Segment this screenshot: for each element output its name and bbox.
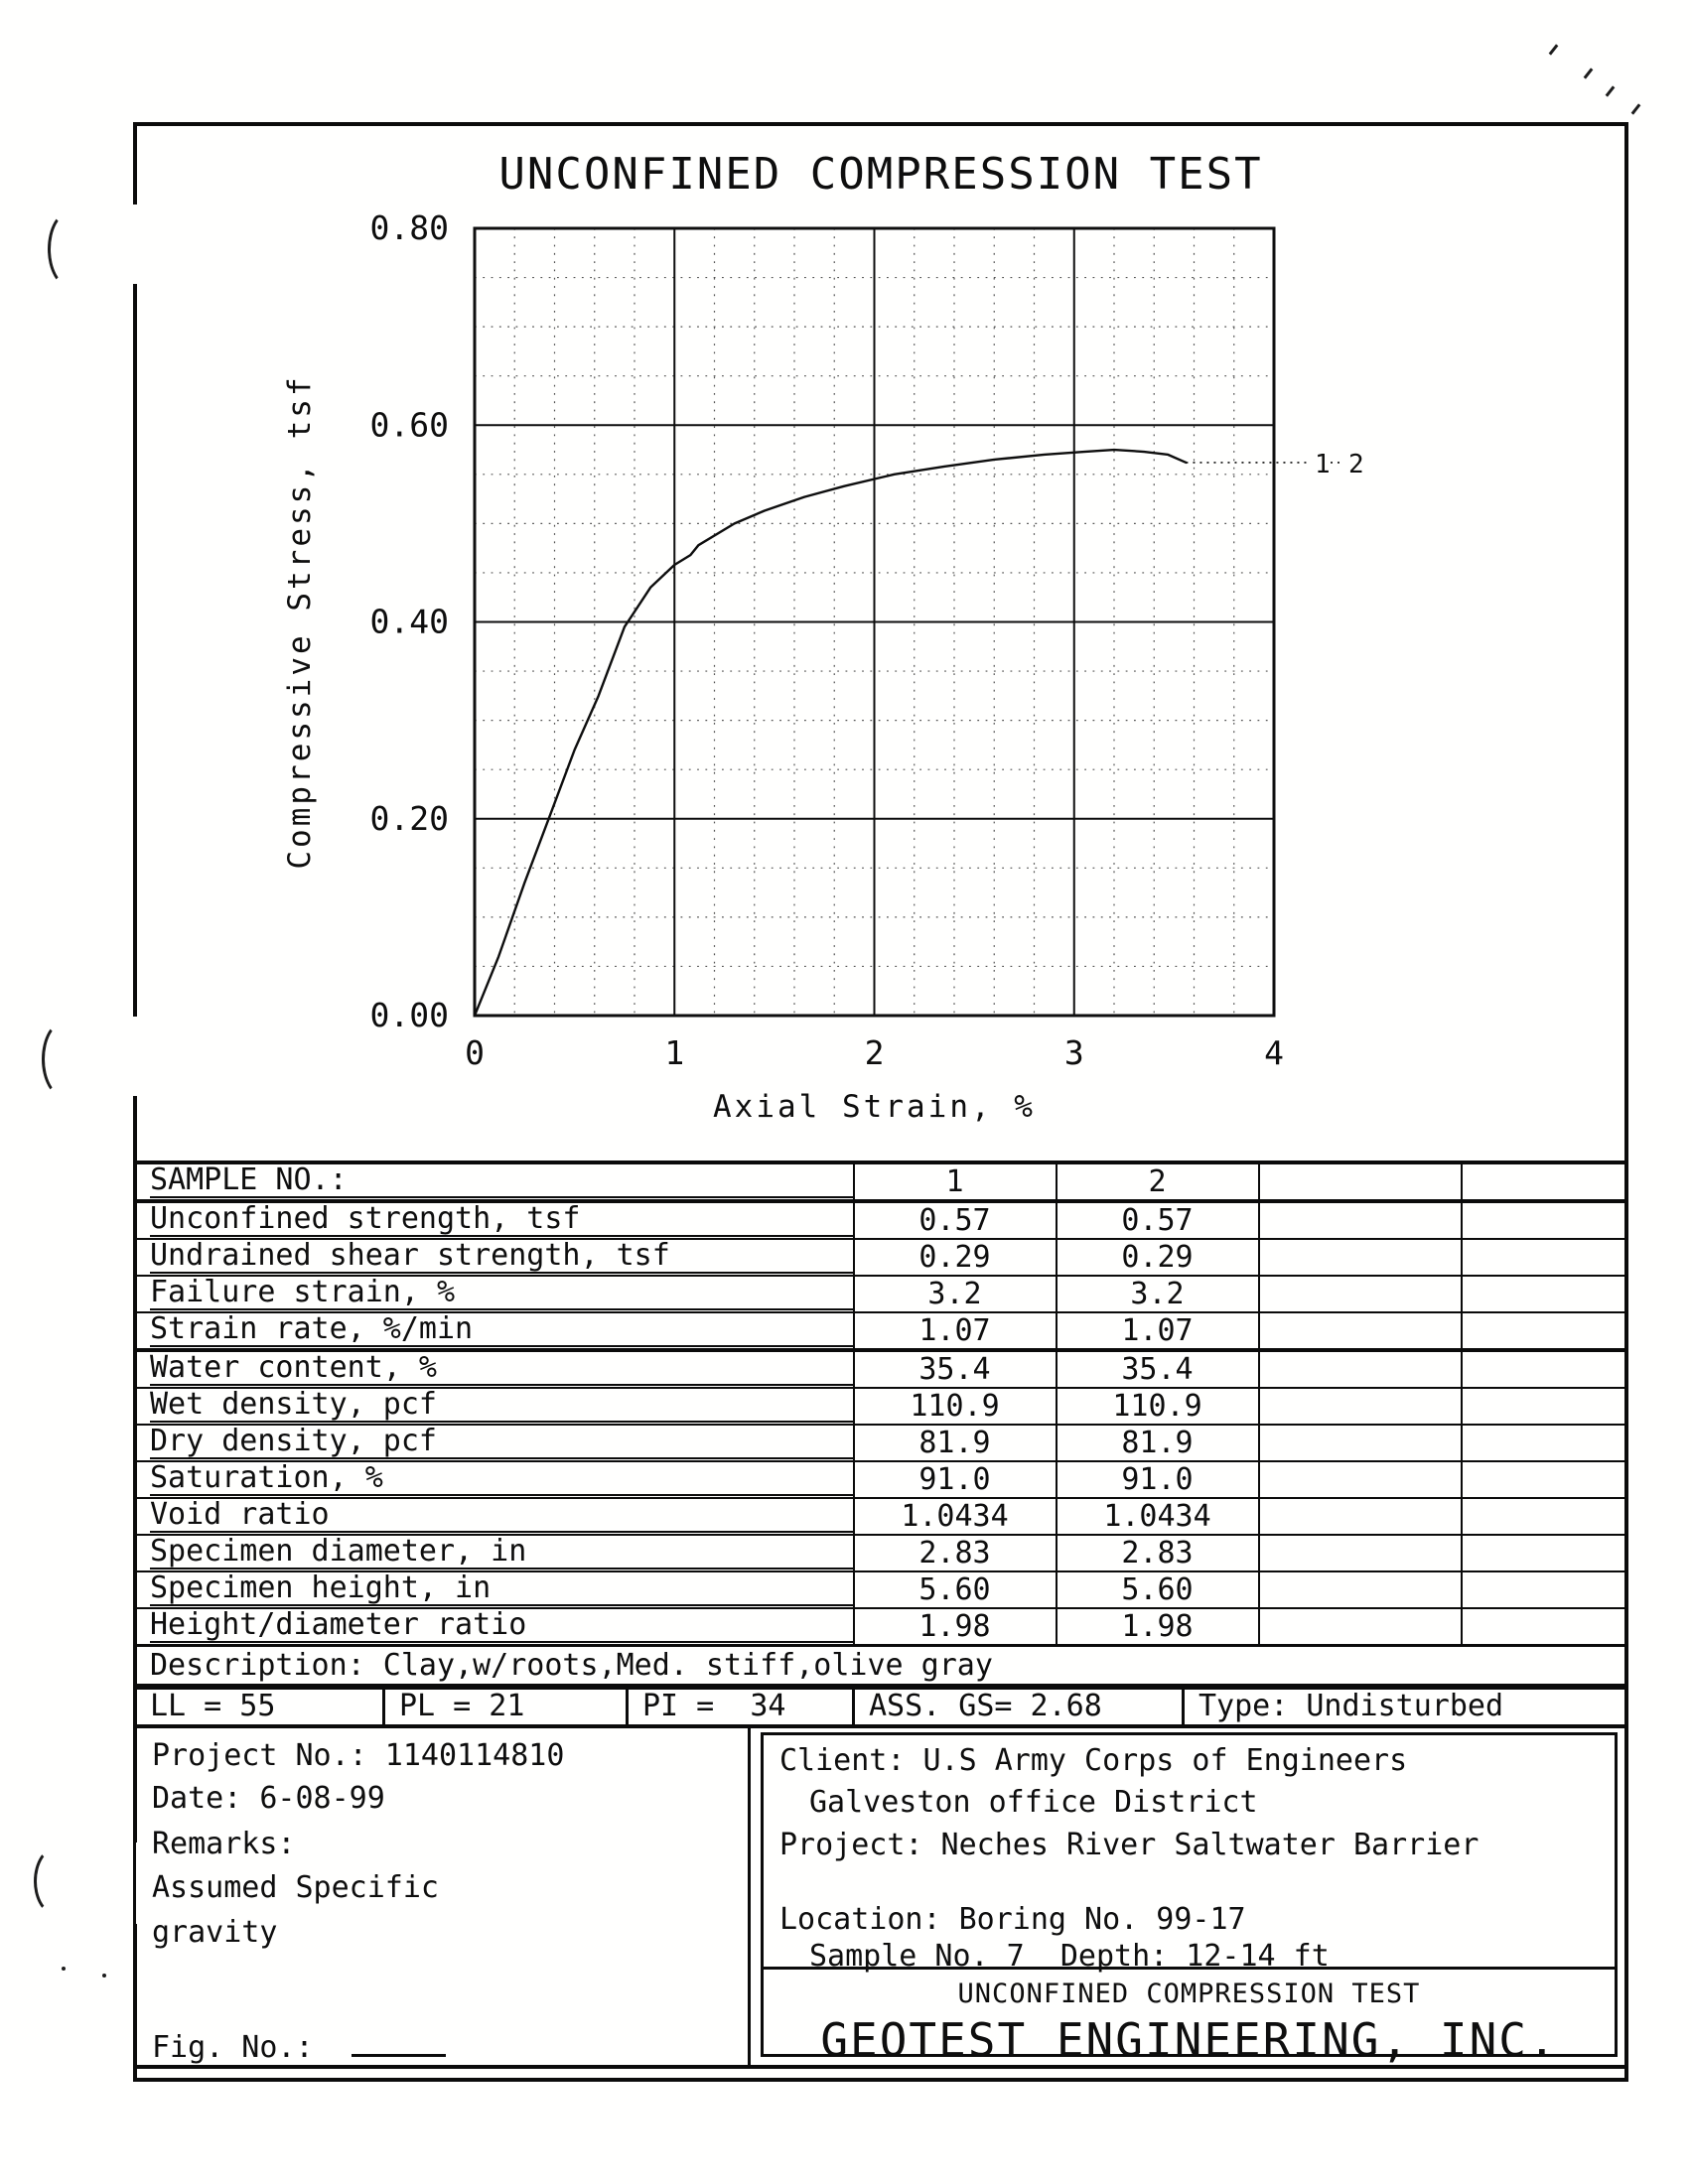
fig-no-blank-line (352, 2051, 446, 2057)
curve-label-sample-1: 1 (1315, 449, 1331, 479)
scan-mark-tick (1606, 85, 1616, 96)
table-label-text: Water content, % (150, 1353, 853, 1386)
table-cell-value (1259, 1498, 1462, 1535)
table-row-label (135, 1461, 854, 1498)
sample-depth: Sample No. 7 Depth: 12-14 ft (809, 1939, 1330, 1974)
company-name: GEOTEST ENGINEERING, INC. (820, 2013, 1558, 2067)
test-name: UNCONFINED COMPRESSION TEST (957, 1979, 1421, 2009)
table-label-text: Failure strain, % (150, 1278, 853, 1310)
table-cell-value: 0.57 (854, 1201, 1057, 1239)
title-block (133, 1728, 1628, 2069)
fig-no (152, 2030, 446, 2065)
table-cell-value (1259, 1571, 1462, 1608)
results-table (133, 1160, 1628, 1647)
results-section (133, 1160, 1628, 2069)
table-cell-value: 2.83 (1057, 1535, 1259, 1571)
table-row-label (135, 1608, 854, 1646)
x-tick-label: 1 (664, 1033, 685, 1072)
remarks-line-2: gravity (152, 1915, 278, 1950)
table-row-label (135, 1239, 854, 1276)
table-row-label (135, 1276, 854, 1312)
table-cell-value: 81.9 (854, 1425, 1057, 1461)
scan-mark-tick (1631, 103, 1641, 114)
table-label-text: Specimen height, in (150, 1573, 853, 1606)
table-cell-value: 110.9 (1057, 1388, 1259, 1425)
table-cell-value (1259, 1350, 1462, 1388)
table-row-label (135, 1535, 854, 1571)
table-row-label (135, 1571, 854, 1608)
table-label-text: Strain rate, %/min (150, 1314, 853, 1347)
table-cell-value (1259, 1201, 1462, 1239)
table-cell-value: 81.9 (1057, 1425, 1259, 1461)
table-label-text: Wet density, pcf (150, 1390, 853, 1423)
table-header-value: 2 (1057, 1162, 1259, 1201)
y-tick-label: 0.40 (369, 602, 449, 641)
table-cell-value (1462, 1461, 1627, 1498)
table-row-label (135, 1498, 854, 1535)
fig-no-label: Fig. No.: (152, 2030, 314, 2065)
table-cell-value (1462, 1276, 1627, 1312)
table-cell-value (1462, 1535, 1627, 1571)
table-label-text: Specimen diameter, in (150, 1537, 853, 1570)
table-cell-value (1259, 1276, 1462, 1312)
table-cell-value (1259, 1388, 1462, 1425)
table-row-label (135, 1312, 854, 1350)
page-title: UNCONFINED COMPRESSION TEST (498, 149, 1263, 200)
table-cell-value: 1.07 (1057, 1312, 1259, 1350)
table-cell-value: 1.0434 (854, 1498, 1057, 1535)
table-cell-value: 2.83 (854, 1535, 1057, 1571)
table-label-text: Height/diameter ratio (150, 1610, 853, 1643)
atterberg-limits-row (133, 1687, 1628, 1728)
scan-mark-dot (62, 1967, 66, 1971)
description-row: Description: Clay,w/roots,Med. stiff,olive gray (133, 1647, 1628, 1687)
client-line-2: Galveston office District (809, 1785, 1258, 1820)
atterberg-cell: LL = 55 (136, 1687, 385, 1728)
table-cell-value (1259, 1312, 1462, 1350)
table-cell-value: 1.07 (854, 1312, 1057, 1350)
table-cell-value (1259, 1461, 1462, 1498)
table-cell-value (1462, 1608, 1627, 1646)
table-cell-value: 35.4 (1057, 1350, 1259, 1388)
table-row-label (135, 1388, 854, 1425)
table-cell-value (1462, 1239, 1627, 1276)
table-cell-value: 0.29 (1057, 1239, 1259, 1276)
x-tick-label: 2 (864, 1033, 885, 1072)
scan-mark-paren (42, 1021, 87, 1098)
atterberg-cell: PI = 34 (629, 1687, 855, 1728)
x-tick-label: 3 (1063, 1033, 1084, 1072)
table-cell-value: 3.2 (1057, 1276, 1259, 1312)
table-cell-value (1462, 1312, 1627, 1350)
table-cell-value (1462, 1350, 1627, 1388)
remarks-line-1: Assumed Specific (152, 1870, 439, 1905)
table-header-label (135, 1162, 854, 1201)
project-no: Project No.: 1140114810 (152, 1738, 565, 1773)
location: Location: Boring No. 99-17 (779, 1902, 1246, 1937)
table-cell-value: 91.0 (1057, 1461, 1259, 1498)
table-cell-value: 5.60 (854, 1571, 1057, 1608)
y-axis-title: Compressive Stress, tsf (282, 374, 318, 870)
table-cell-value (1462, 1425, 1627, 1461)
table-cell-value: 1.98 (1057, 1608, 1259, 1646)
table-label-text: Undrained shear strength, tsf (150, 1241, 853, 1274)
curve-label-sample-2: 2 (1348, 449, 1364, 479)
y-tick-label: 0.20 (369, 798, 449, 838)
table-cell-value (1462, 1201, 1627, 1239)
atterberg-cell: PL = 21 (385, 1687, 629, 1728)
table-cell-value (1462, 1388, 1627, 1425)
stress-strain-curve (475, 450, 1186, 1016)
table-cell-value: 0.29 (854, 1239, 1057, 1276)
table-header-value (1462, 1162, 1627, 1201)
table-label-text: Unconfined strength, tsf (150, 1204, 853, 1237)
table-cell-value (1259, 1425, 1462, 1461)
table-cell-value (1259, 1608, 1462, 1646)
x-tick-label: 4 (1264, 1033, 1284, 1072)
table-header-value: 1 (854, 1162, 1057, 1201)
table-header-value (1259, 1162, 1462, 1201)
table-row-label (135, 1201, 854, 1239)
x-tick-label: 0 (465, 1033, 485, 1072)
table-label-text: SAMPLE NO.: (150, 1165, 853, 1198)
table-label-text: Dry density, pcf (150, 1427, 853, 1459)
table-cell-value: 0.57 (1057, 1201, 1259, 1239)
company-section (764, 1967, 1615, 2067)
table-row-label (135, 1425, 854, 1461)
table-cell-value (1259, 1239, 1462, 1276)
client-info-box (761, 1732, 1618, 2067)
title-block-left (136, 1728, 751, 2065)
scan-mark-paren (34, 1846, 79, 1916)
scan-mark-tick (1584, 68, 1594, 78)
table-cell-value: 1.98 (854, 1608, 1057, 1646)
table-label-text: Saturation, % (150, 1463, 853, 1496)
table-cell-value (1462, 1571, 1627, 1608)
table-label-text: Void ratio (150, 1500, 853, 1533)
remarks-label: Remarks: (152, 1827, 296, 1861)
y-tick-label: 0.80 (369, 208, 449, 247)
table-row-label (135, 1350, 854, 1388)
stress-strain-chart (133, 139, 1523, 1161)
project: Project: Neches River Saltwater Barrier (779, 1828, 1480, 1862)
scan-mark-paren (48, 210, 93, 288)
table-cell-value: 35.4 (854, 1350, 1057, 1388)
scan-mark-tick (1549, 44, 1559, 55)
table-cell-value (1462, 1498, 1627, 1535)
table-cell-value: 91.0 (854, 1461, 1057, 1498)
title-block-right (751, 1728, 1625, 2065)
atterberg-cell: ASS. GS= 2.68 (855, 1687, 1185, 1728)
y-tick-label: 0.00 (369, 996, 449, 1034)
x-axis-title: Axial Strain, % (713, 1089, 1036, 1125)
date: Date: 6-08-99 (152, 1781, 385, 1816)
table-cell-value: 1.0434 (1057, 1498, 1259, 1535)
table-cell-value: 110.9 (854, 1388, 1057, 1425)
table-cell-value (1259, 1535, 1462, 1571)
y-tick-label: 0.60 (369, 405, 449, 445)
client: Client: U.S Army Corps of Engineers (779, 1743, 1408, 1778)
scan-mark-dot (102, 1974, 106, 1978)
table-cell-value: 3.2 (854, 1276, 1057, 1312)
table-cell-value: 5.60 (1057, 1571, 1259, 1608)
atterberg-cell: Type: Undisturbed (1185, 1687, 1625, 1728)
